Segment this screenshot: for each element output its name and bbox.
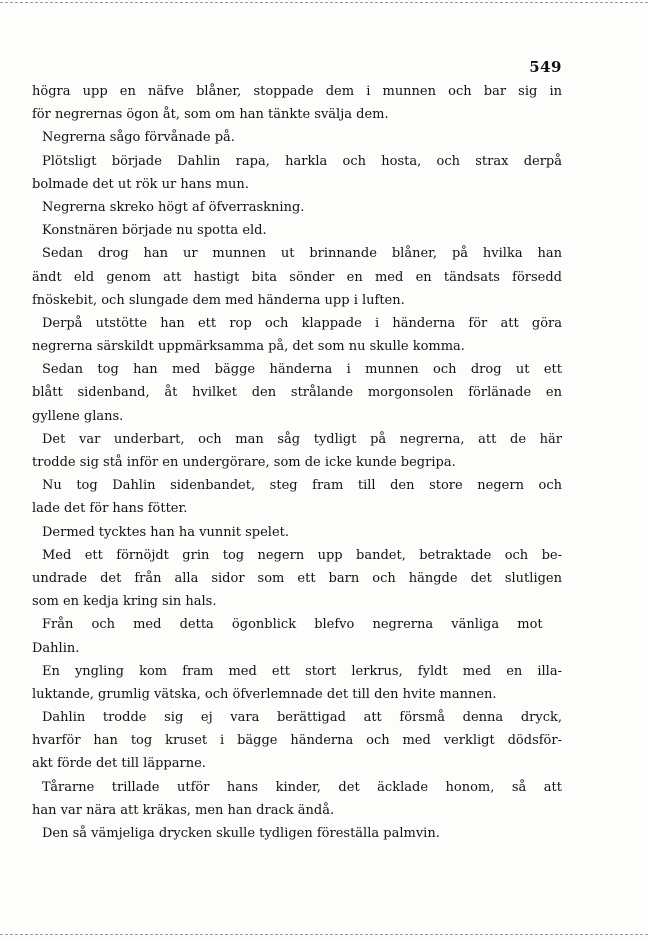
text-line: Med ett förnöjdt grin tog negern upp bandet, betraktade och be- [42,547,562,563]
text-line: han var nära att kräkas, men han drack ändå. [32,802,335,818]
text-line: Dahlin. [32,640,80,656]
text-line: Negrerna skreko högt af öfverraskning. [42,199,305,215]
text-line: Plötsligt började Dahlin rapa, harkla och hosta, och strax derpå [42,153,562,169]
text-line: gyllene glans. [32,408,124,424]
text-line: för negrernas ögon åt, som om han tänkte svälja dem. [32,107,389,123]
top-edge-rule [0,2,648,3]
bottom-edge-rule [0,934,648,935]
text-line: fnöskebit, och slungade dem med händerna upp i luften. [32,292,405,308]
text-line: Tårarne trillade utför hans kinder, det äcklade honom, så att [42,779,562,795]
text-line: Negrerna sågo förvånade på. [42,130,235,146]
text-line: En yngling kom fram med ett stort lerkrus, fyldt med en illa- [42,663,562,679]
text-line: Dahlin trodde sig ej vara berättigad att försmå denna dryck, [42,710,562,726]
text-line: Det var underbart, och man såg tydligt på negrerna, att de här [42,431,562,447]
text-line: blått sidenband, åt hvilket den strålande morgonsolen förlänade en [32,385,562,401]
text-line: Sedan drog han ur munnen ut brinnande blåner, på hvilka han [42,246,562,262]
text-line: lade det för hans fötter. [32,501,188,517]
text-line: högra upp en näfve blåner, stoppade dem i munnen och bar sig in [32,84,562,99]
text-line: som en kedja kring sin hals. [32,594,217,610]
text-line: Sedan tog han med bägge händerna i munnen och drog ut ett [42,362,562,378]
page-number: 549 [529,58,562,76]
text-line: negrerna särskildt uppmärksamma på, det som nu skulle komma. [32,339,465,355]
body-text [32,80,562,845]
text-line: Den så vämjeliga drycken skulle tydligen föreställa palmvin. [42,826,440,841]
text-line: Dermed tycktes han ha vunnit spelet. [42,524,290,540]
text-line: bolmade det ut rök ur hans mun. [32,176,249,192]
text-line: Derpå utstötte han ett rop och klappade i händerna för att göra [42,315,562,331]
text-line: hvarför han tog kruset i bägge händerna och med verkligt dödsför- [32,733,562,749]
text-line: akt förde det till läpparne. [32,756,206,772]
text-line: Nu tog Dahlin sidenbandet, steg fram till den store negern och [42,478,562,494]
text-line: Konstnären började nu spotta eld. [42,223,267,239]
text-line: Från och med detta ögonblick blefvo negrerna vänliga mot [42,617,543,633]
text-line: trodde sig stå inför en undergörare, som de icke kunde begripa. [32,455,456,470]
text-line: luktande, grumlig vätska, och öfverlemnade det till den hvite mannen. [32,686,497,702]
text-line: undrade det från alla sidor som ett barn och hängde det slutligen [32,570,562,586]
text-line: ändt eld genom att hastigt bita sönder en med en tändsats försedd [32,269,562,285]
